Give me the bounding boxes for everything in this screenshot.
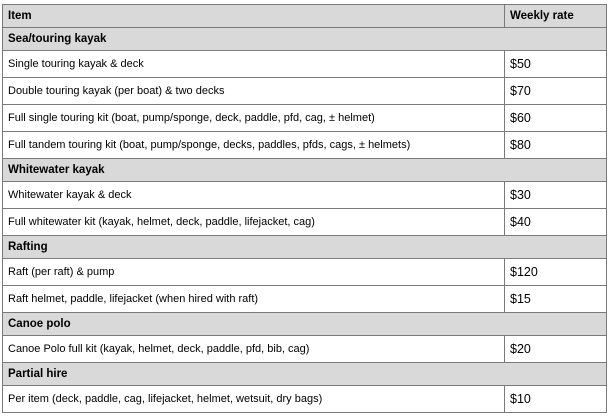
column-header-item: Item <box>3 5 505 28</box>
item-name-cell: Full single touring kit (boat, pump/sponge, deck, paddle, pfd, cag, ± helmet) <box>3 105 505 132</box>
item-name-cell: Whitewater kayak & deck <box>3 182 505 209</box>
table-row <box>3 78 607 105</box>
section-heading: Canoe polo <box>3 313 607 336</box>
table-row <box>3 209 607 236</box>
table-row <box>3 286 607 313</box>
item-name-cell: Double touring kayak (per boat) & two decks <box>3 78 505 105</box>
hire-rates-table <box>2 4 607 413</box>
weekly-rate-cell: $120 <box>505 259 607 286</box>
weekly-rate-cell: $30 <box>505 182 607 209</box>
section-heading: Sea/touring kayak <box>3 28 607 51</box>
item-name-cell: Raft helmet, paddle, lifejacket (when hired with raft) <box>3 286 505 313</box>
weekly-rate-cell: $15 <box>505 286 607 313</box>
table-row <box>3 182 607 209</box>
table-row <box>3 259 607 286</box>
item-name-cell: Per item (deck, paddle, cag, lifejacket, helmet, wetsuit, dry bags) <box>3 386 505 413</box>
weekly-rate-cell: $50 <box>505 51 607 78</box>
column-header-weekly-rate: Weekly rate <box>505 5 607 28</box>
section-heading: Rafting <box>3 236 607 259</box>
table-row <box>3 336 607 363</box>
table-row <box>3 132 607 159</box>
section-heading: Partial hire <box>3 363 607 386</box>
section-header-row <box>3 313 607 336</box>
item-name-cell: Single touring kayak & deck <box>3 51 505 78</box>
table-row <box>3 51 607 78</box>
section-header-row <box>3 159 607 182</box>
weekly-rate-cell: $40 <box>505 209 607 236</box>
section-heading: Whitewater kayak <box>3 159 607 182</box>
weekly-rate-cell: $10 <box>505 386 607 413</box>
section-header-row <box>3 236 607 259</box>
rates-table-container <box>2 4 606 413</box>
table-row <box>3 386 607 413</box>
section-header-row <box>3 28 607 51</box>
weekly-rate-cell: $60 <box>505 105 607 132</box>
section-header-row <box>3 363 607 386</box>
weekly-rate-cell: $80 <box>505 132 607 159</box>
item-name-cell: Raft (per raft) & pump <box>3 259 505 286</box>
item-name-cell: Canoe Polo full kit (kayak, helmet, deck, paddle, pfd, bib, cag) <box>3 336 505 363</box>
table-row <box>3 105 607 132</box>
weekly-rate-cell: $20 <box>505 336 607 363</box>
weekly-rate-cell: $70 <box>505 78 607 105</box>
table-body <box>3 28 607 413</box>
table-header-row <box>3 5 607 28</box>
item-name-cell: Full whitewater kit (kayak, helmet, deck, paddle, lifejacket, cag) <box>3 209 505 236</box>
item-name-cell: Full tandem touring kit (boat, pump/sponge, decks, paddles, pfds, cags, ± helmets) <box>3 132 505 159</box>
